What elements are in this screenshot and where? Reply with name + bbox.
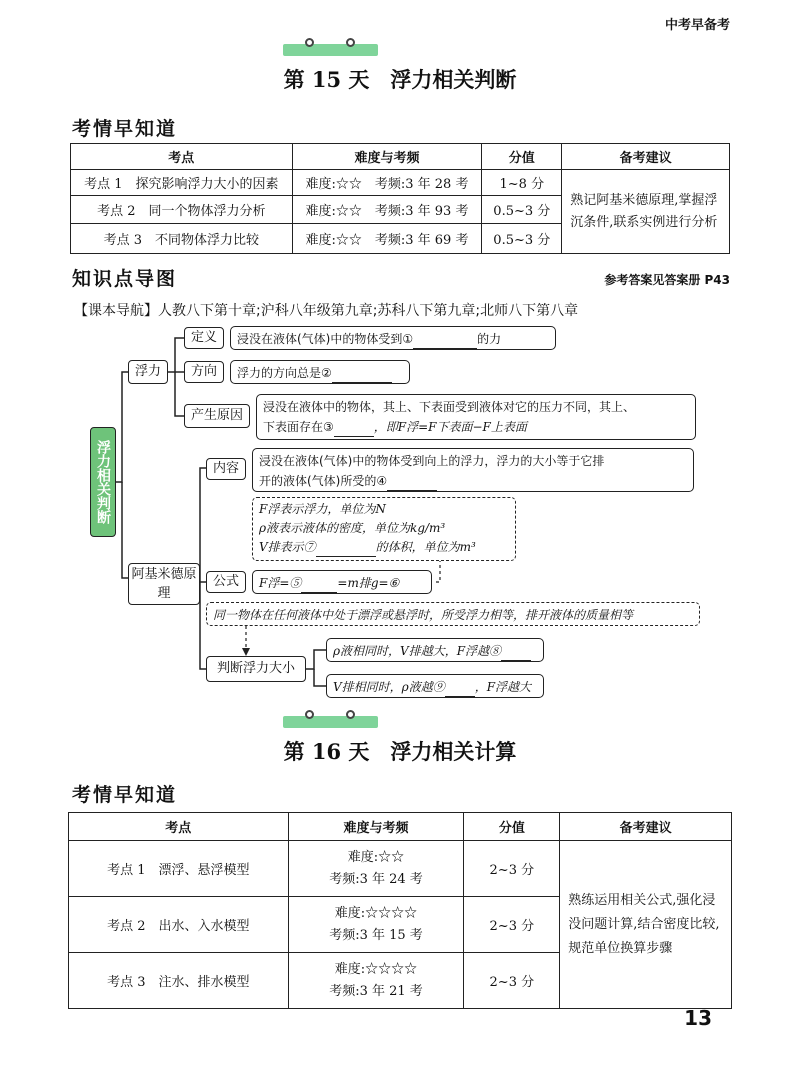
node-formula: 公式 — [206, 571, 246, 593]
table-row — [69, 841, 732, 897]
col-header-advice: 备考建议 — [560, 813, 732, 841]
col-header-advice: 备考建议 — [562, 144, 730, 170]
exam-point: 考点 2 出水、入水模型 — [69, 897, 289, 953]
exam-score: 2~3 分 — [464, 841, 560, 897]
col-header-difficulty: 难度与考频 — [292, 144, 482, 170]
node-direction: 方向 — [184, 361, 224, 383]
textbook-guide: 【课本导航】人教八下第十章;沪科八年级第九章;苏科八下第九章;北师八下第八章 — [74, 303, 579, 319]
col-header-difficulty: 难度与考频 — [288, 813, 464, 841]
day15-title: 第 15 天 浮力相关判断 — [283, 67, 517, 92]
day16-exam-table — [68, 812, 732, 1009]
answer-blank — [332, 369, 392, 383]
cause-text: 浸没在液体中的物体，其上、下表面受到液体对它的压力不同，其上、 下表面存在③ ，即F浮=F下表面−F上表面 — [256, 394, 696, 440]
exam-difficulty: 难度:☆☆ 考频:3 年 28 考 — [292, 170, 482, 196]
answer-blank — [334, 423, 374, 437]
judge-rule-2: V排相同时，ρ液越⑨ ，F浮越大 — [326, 674, 544, 698]
node-buoyancy: 浮力 — [128, 360, 168, 384]
exam-score: 0.5~3 分 — [482, 224, 562, 254]
exam-difficulty: 难度:☆☆ 考频:3 年 69 考 — [292, 224, 482, 254]
day16-section-exam-overview: 考情早知道 — [72, 784, 178, 806]
judge-rule-1: ρ液相同时，V排越大，F浮越⑧ — [326, 638, 544, 662]
answer-blank — [387, 477, 437, 491]
header-series-title: 中考早备考 — [664, 18, 730, 33]
day15-section-exam-overview: 考情早知道 — [72, 118, 178, 140]
title-tab-decoration — [283, 716, 378, 728]
answer-blank — [301, 579, 337, 593]
node-judge: 判断浮力大小 — [206, 656, 306, 682]
exam-score: 1~8 分 — [482, 170, 562, 196]
direction-text: 浮力的方向总是② — [230, 360, 410, 384]
node-cause: 产生原因 — [184, 404, 250, 428]
node-definition: 定义 — [184, 327, 224, 349]
content-text: 浸没在液体(气体)中的物体受到向上的浮力，浮力的大小等于它排 开的液体(气体)所受的④ — [252, 448, 694, 492]
answer-reference-note: 参考答案见答案册 P43 — [604, 273, 730, 287]
col-header-point: 考点 — [71, 144, 293, 170]
answer-blank — [413, 335, 477, 349]
binder-ring-icon — [346, 710, 355, 719]
col-header-point: 考点 — [69, 813, 289, 841]
answer-blank — [501, 647, 531, 661]
formula-text: F浮=⑤ =m排g=⑥ — [252, 570, 432, 594]
exam-difficulty: 难度:☆☆☆☆ 考频:3 年 15 考 — [288, 897, 464, 953]
node-archimedes: 阿基米德原理 — [128, 563, 200, 605]
col-header-score: 分值 — [482, 144, 562, 170]
answer-blank — [445, 683, 475, 697]
exam-advice: 熟记阿基米德原理,掌握浮沉条件,联系实例进行分析 — [562, 170, 730, 254]
day16-title: 第 16 天 浮力相关计算 — [283, 739, 517, 764]
exam-score: 0.5~3 分 — [482, 196, 562, 224]
binder-ring-icon — [305, 710, 314, 719]
exam-score: 2~3 分 — [464, 897, 560, 953]
exam-advice: 熟练运用相关公式,强化浸没问题计算,结合密度比较,规范单位换算步骤 — [560, 841, 732, 1009]
exam-difficulty: 难度:☆☆ 考频:3 年 24 考 — [288, 841, 464, 897]
exam-point: 考点 3 注水、排水模型 — [69, 953, 289, 1009]
day15-section-mindmap: 知识点导图 — [72, 268, 178, 290]
float-note: 同一物体在任何液体中处于漂浮或悬浮时，所受浮力相等，排开液体的质量相等 — [206, 602, 700, 626]
exam-point: 考点 3 不同物体浮力比较 — [71, 224, 293, 254]
exam-score: 2~3 分 — [464, 953, 560, 1009]
symbol-notes: F浮表示浮力，单位为N ρ液表示液体的密度，单位为kg/m³ V排表示⑦ 的体积，单位为m³ — [252, 497, 516, 561]
exam-difficulty: 难度:☆☆☆☆ 考频:3 年 21 考 — [288, 953, 464, 1009]
exam-point: 考点 1 探究影响浮力大小的因素 — [71, 170, 293, 196]
mindmap-root: 浮力相关判断 — [90, 427, 116, 537]
answer-blank — [316, 543, 376, 557]
definition-text: 浸没在液体(气体)中的物体受到① 的力 — [230, 326, 556, 350]
exam-difficulty: 难度:☆☆ 考频:3 年 93 考 — [292, 196, 482, 224]
page-number: 13 — [684, 1006, 712, 1030]
exam-point: 考点 1 漂浮、悬浮模型 — [69, 841, 289, 897]
exam-point: 考点 2 同一个物体浮力分析 — [71, 196, 293, 224]
node-content: 内容 — [206, 458, 246, 480]
col-header-score: 分值 — [464, 813, 560, 841]
